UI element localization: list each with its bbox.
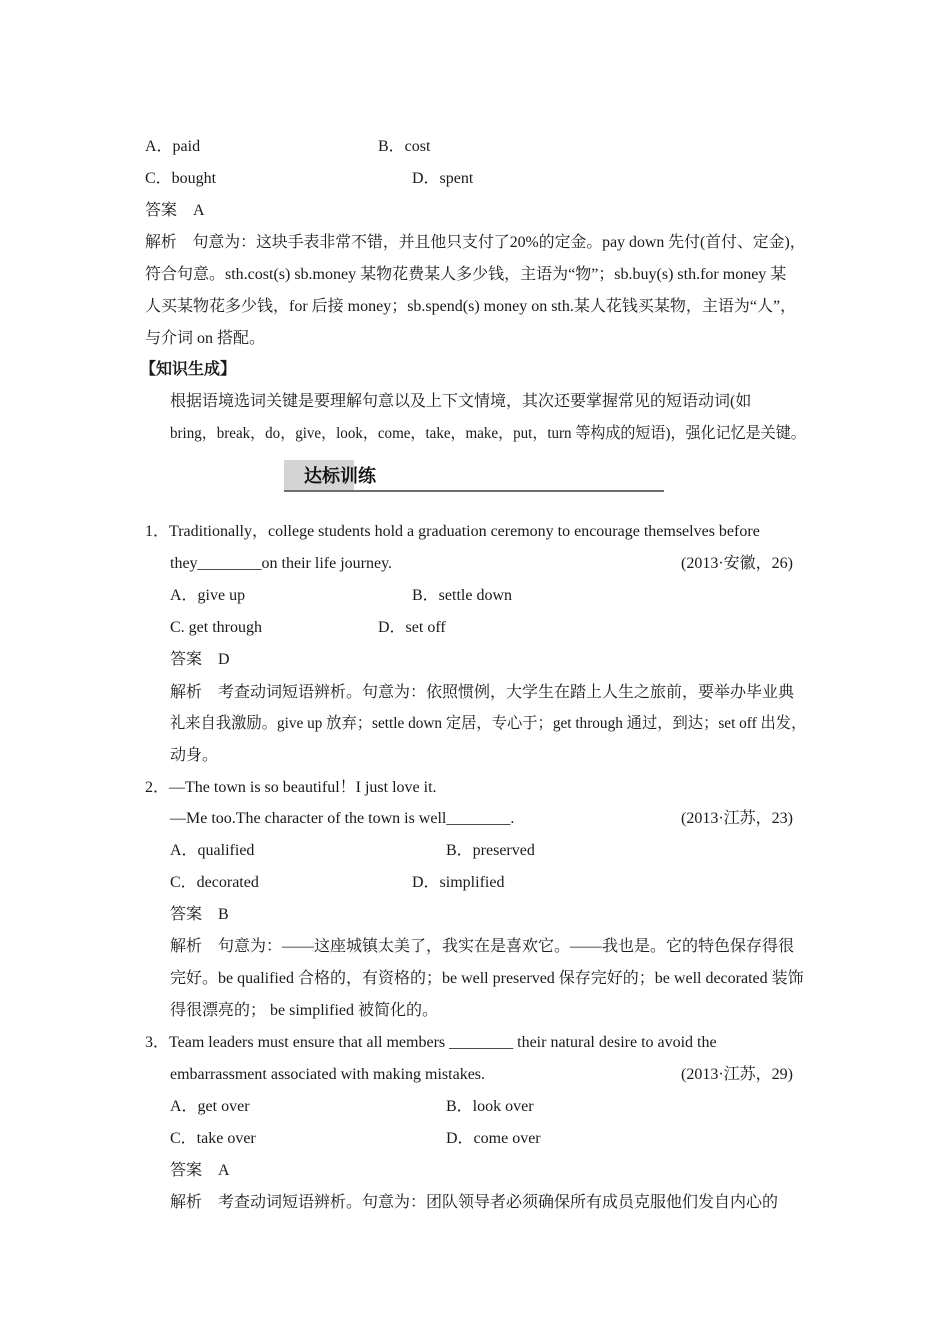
q3-option-c: C．take over bbox=[170, 1130, 256, 1147]
section-header-rule bbox=[284, 490, 664, 492]
q3-option-b: B．look over bbox=[446, 1098, 534, 1115]
q2-option-b: B．preserved bbox=[446, 842, 535, 859]
q3-option-a: A．get over bbox=[170, 1098, 250, 1115]
q2-option-c: C．decorated bbox=[170, 874, 259, 891]
q1-analysis-line: 动身。 bbox=[170, 747, 219, 764]
q3-option-d: D．come over bbox=[446, 1130, 541, 1147]
q3-answer: 答案 A bbox=[170, 1162, 230, 1179]
q1-answer: 答案 D bbox=[170, 651, 230, 668]
q1-stem-line2: they________on their life journey. bbox=[170, 555, 393, 572]
q1-source: (2013·安徽，26) bbox=[681, 555, 793, 572]
q3-source: (2013·江苏，29) bbox=[681, 1066, 793, 1083]
intro-option-d: D．spent bbox=[412, 170, 474, 187]
q2-answer: 答案 B bbox=[170, 906, 229, 923]
q3-analysis-line: 解析 考查动词短语辨析。句意为：团队领导者必须确保所有成员克服他们发自内心的 bbox=[170, 1194, 779, 1211]
q1-analysis-line: 礼来自我激励。give up 放弃；settle down 定居，专心于；get through 通过，到达；set off 出发， bbox=[170, 715, 807, 732]
intro-analysis-line: 与介词 on 搭配。 bbox=[145, 330, 266, 347]
q1-option-d: D．set off bbox=[378, 619, 446, 636]
intro-answer: 答案 A bbox=[145, 202, 205, 219]
knowledge-line: 根据语境选词关键是要理解句意以及上下文情境，其次还要掌握常见的短语动词(如 bbox=[170, 393, 752, 410]
intro-analysis-line: 人买某物花多少钱，for 后接 money；sb.spend(s) money on sth.某人花钱买某物，主语为“人”， bbox=[145, 298, 797, 315]
intro-option-c: C．bought bbox=[145, 170, 217, 187]
knowledge-heading: 【知识生成】 bbox=[140, 361, 237, 378]
q2-analysis-line: 完好。be qualified 合格的，有资格的；be well preserved 保存完好的；be well decorated 装饰 bbox=[170, 970, 804, 987]
knowledge-line: bring，break，do，give，look，come，take，make，put，turn 等构成的短语)，强化记忆是关键。 bbox=[170, 425, 806, 442]
intro-option-a: A．paid bbox=[145, 138, 201, 155]
q2-stem-line1: 2．—The town is so beautiful！I just love it. bbox=[145, 779, 437, 796]
intro-analysis-line: 符合句意。sth.cost(s) sb.money 某物花费某人多少钱，主语为“物”；sb.buy(s) sth.for money 某 bbox=[145, 266, 787, 283]
q1-analysis-line: 解析 考查动词短语辨析。句意为：依照惯例，大学生在踏上人生之旅前，要举办毕业典 bbox=[170, 684, 795, 701]
section-header bbox=[284, 460, 664, 492]
intro-option-b: B．cost bbox=[378, 138, 431, 155]
section-title: 达标训练 bbox=[304, 466, 376, 487]
q1-option-c: C. get through bbox=[170, 619, 262, 636]
q2-option-a: A．qualified bbox=[170, 842, 255, 859]
q2-source: (2013·江苏，23) bbox=[681, 810, 793, 827]
q2-analysis-line: 得很漂亮的； be simplified 被简化的。 bbox=[170, 1002, 438, 1019]
q3-stem-line1: 3．Team leaders must ensure that all members ________ their natural desire to avoid the bbox=[145, 1034, 717, 1051]
q2-option-d: D．simplified bbox=[412, 874, 505, 891]
q1-stem-line1: 1．Traditionally，college students hold a graduation ceremony to encourage themselves before bbox=[145, 523, 760, 540]
q2-stem-line2: —Me too.The character of the town is well________. bbox=[170, 810, 515, 827]
q3-stem-line2: embarrassment associated with making mistakes. bbox=[170, 1066, 486, 1083]
q1-option-a: A．give up bbox=[170, 587, 246, 604]
q2-analysis-line: 解析 句意为：——这座城镇太美了，我实在是喜欢它。——我也是。它的特色保存得很 bbox=[170, 938, 795, 955]
q1-option-b: B．settle down bbox=[412, 587, 512, 604]
intro-analysis-line: 解析 句意为：这块手表非常不错，并且他只支付了20%的定金。pay down 先付(首付、定金)， bbox=[145, 234, 806, 251]
